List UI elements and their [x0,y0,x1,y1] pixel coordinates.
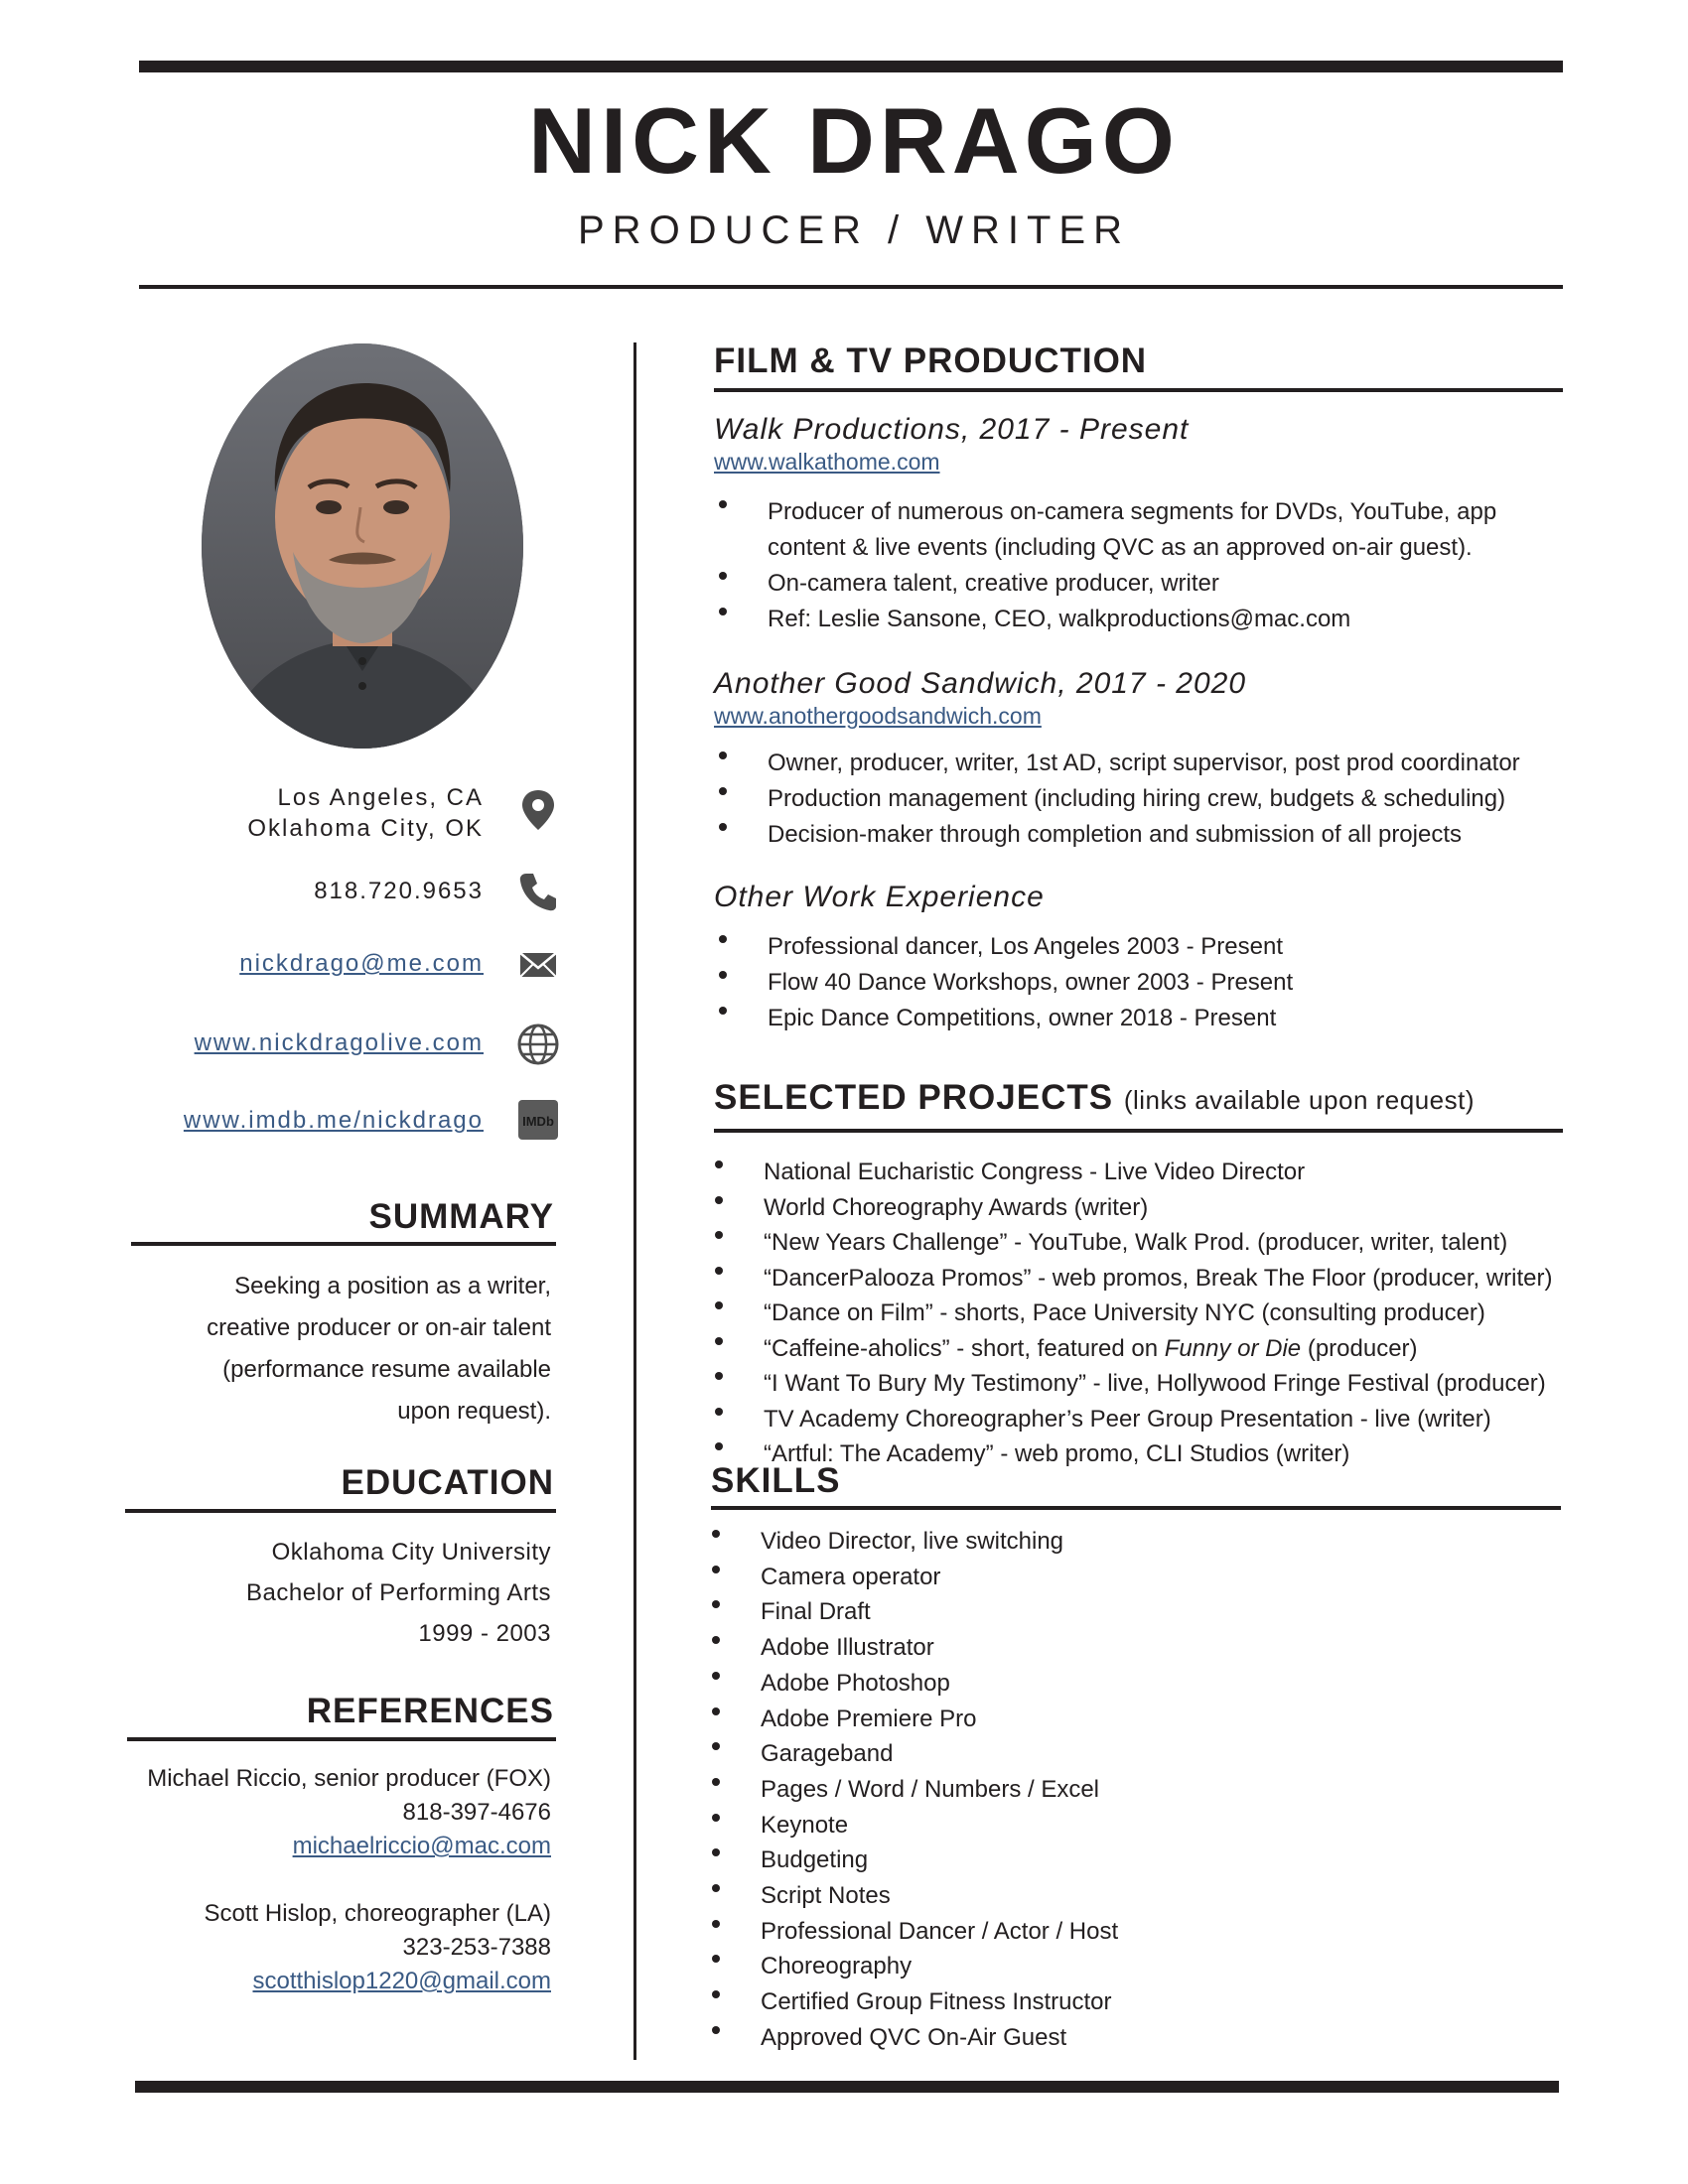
list-item: World Choreography Awards (writer) [764,1190,1553,1226]
list-item: Certified Group Fitness Instructor [761,1984,1118,2020]
list-item: Epic Dance Competitions, owner 2018 - Present [768,1001,1293,1036]
list-item: Final Draft [761,1594,1118,1630]
list-item: TV Academy Choreographer’s Peer Group Presentation - live (writer) [764,1402,1553,1437]
list-item: Choreography [761,1949,1118,1984]
reference-2 [205,1897,552,1998]
list-item: “DancerPalooza Promos” - web promos, Break The Floor (producer, writer) [764,1261,1553,1297]
list-item-emphasis: Funny or Die [1164,1334,1302,1362]
list-item: “Dance on Film” - shorts, Pace University NYC (consulting producer) [764,1296,1553,1331]
production-rule [714,388,1563,392]
education-degree: Bachelor of Performing Arts [246,1579,551,1606]
list-item: Adobe Photoshop [761,1666,1118,1702]
summary-heading: SUMMARY [368,1197,554,1236]
list-item: Ref: Leslie Sansone, CEO, walkproductions@mac.com [768,602,1496,637]
list-item: National Eucharistic Congress - Live Video Director [764,1155,1553,1190]
list-item: Professional Dancer / Actor / Host [761,1914,1118,1950]
projects-list [764,1155,1553,1472]
imdb-icon [516,1098,560,1142]
mail-icon [516,943,560,987]
walk-productions-bullets [768,494,1496,637]
job-title-another-good-sandwich: Another Good Sandwich, 2017 - 2020 [714,667,1247,700]
summary-line: upon request). [397,1398,551,1425]
list-item: Camera operator [761,1560,1118,1595]
email-contact [239,948,484,979]
reference-1-name: Michael Riccio, senior producer (FOX) [147,1765,551,1792]
reference-1-phone: 818-397-4676 [402,1799,551,1826]
phone-number: 818.720.9653 [314,878,484,904]
reference-1 [147,1762,551,1863]
list-item: Pages / Word / Numbers / Excel [761,1772,1118,1808]
list-item: content & live events (including QVC as an approved on-air guest). [768,534,1473,561]
list-item [764,1331,1553,1367]
reference-2-phone: 323-253-7388 [402,1934,551,1961]
skills-rule [711,1506,1561,1510]
education-rule [125,1509,556,1513]
summary-line: Seeking a position as a writer, [234,1273,551,1299]
references-rule [127,1737,556,1741]
list-item: Adobe Illustrator [761,1630,1118,1666]
globe-icon [516,1023,560,1066]
website-link[interactable]: www.nickdragolive.com [194,1029,484,1056]
reference-1-email[interactable]: michaelriccio@mac.com [292,1833,551,1859]
another-good-sandwich-bullets [768,746,1520,853]
portrait-illustration [202,343,523,749]
skills-heading: SKILLS [711,1461,841,1500]
profile-photo [202,343,523,749]
list-item: On-camera talent, creative producer, writer [768,566,1496,602]
website-contact [195,1027,484,1058]
list-item: Producer of numerous on-camera segments for DVDs, YouTube, app [768,494,1496,530]
list-item: Adobe Premiere Pro [761,1702,1118,1737]
list-item: Garageband [761,1736,1118,1772]
resume-name: NICK DRAGO [528,88,1180,193]
list-item: Owner, producer, writer, 1st AD, script supervisor, post prod coordinator [768,746,1520,781]
list-item: “New Years Challenge” - YouTube, Walk Prod. (producer, writer, talent) [764,1225,1553,1261]
reference-2-email[interactable]: scotthislop1220@gmail.com [252,1968,551,1994]
location [247,782,484,844]
job-title-walk-productions: Walk Productions, 2017 - Present [714,413,1190,446]
job-title-other-work: Other Work Experience [714,881,1045,913]
top-rule [139,61,1563,72]
location-pin-icon [516,788,560,832]
summary-line: creative producer or on-air talent [207,1314,551,1341]
email-link[interactable]: nickdrago@me.com [239,950,484,977]
list-item: Keynote [761,1808,1118,1843]
location-la: Los Angeles, CA [277,784,484,811]
list-item: Production management (including hiring crew, budgets & scheduling) [768,781,1520,817]
imdb-badge-text: IMDb [522,1114,554,1129]
summary-line: (performance resume available [222,1356,551,1383]
walk-productions-link[interactable]: www.walkathome.com [714,449,940,475]
production-heading: FILM & TV PRODUCTION [714,341,1148,380]
list-item: Budgeting [761,1843,1118,1878]
phone-icon [516,870,560,913]
imdb-link[interactable]: www.imdb.me/nickdrago [183,1107,484,1134]
list-item: Decision-maker through completion and submission of all projects [768,817,1520,853]
education-years: 1999 - 2003 [418,1620,551,1647]
header-rule [139,285,1563,289]
bottom-rule [135,2081,1559,2093]
list-item: “Artful: The Academy” - web promo, CLI Studios (writer) [764,1436,1553,1472]
list-item: Script Notes [761,1878,1118,1914]
other-work-bullets [768,929,1293,1036]
references-heading: REFERENCES [306,1692,554,1730]
resume-role: PRODUCER / WRITER [578,208,1130,252]
reference-2-name: Scott Hislop, choreographer (LA) [204,1900,551,1927]
list-item: Video Director, live switching [761,1524,1118,1560]
summary-rule [131,1242,556,1246]
list-item: Approved QVC On-Air Guest [761,2020,1118,2056]
projects-heading [714,1080,1475,1115]
projects-heading-text: SELECTED PROJECTS [714,1078,1114,1117]
projects-note: (links available upon request) [1123,1085,1476,1115]
list-item: Professional dancer, Los Angeles 2003 - Present [768,929,1293,965]
list-item: Flow 40 Dance Workshops, owner 2003 - Present [768,965,1293,1001]
column-divider [633,342,636,2060]
education-heading: EDUCATION [341,1463,554,1502]
projects-rule [714,1129,1563,1133]
list-item: “I Want To Bury My Testimony” - live, Hollywood Fringe Festival (producer) [764,1366,1553,1402]
list-item-text: (producer) [1301,1334,1418,1362]
location-okc: Oklahoma City, OK [247,815,484,842]
list-item-text: “Caffeine-aholics” - short, featured on [764,1334,1165,1362]
education-text [246,1532,551,1654]
summary-text [207,1266,551,1433]
imdb-contact [184,1105,484,1136]
another-good-sandwich-link[interactable]: www.anothergoodsandwich.com [714,703,1042,729]
education-school: Oklahoma City University [271,1539,551,1566]
skills-list [761,1524,1118,2056]
